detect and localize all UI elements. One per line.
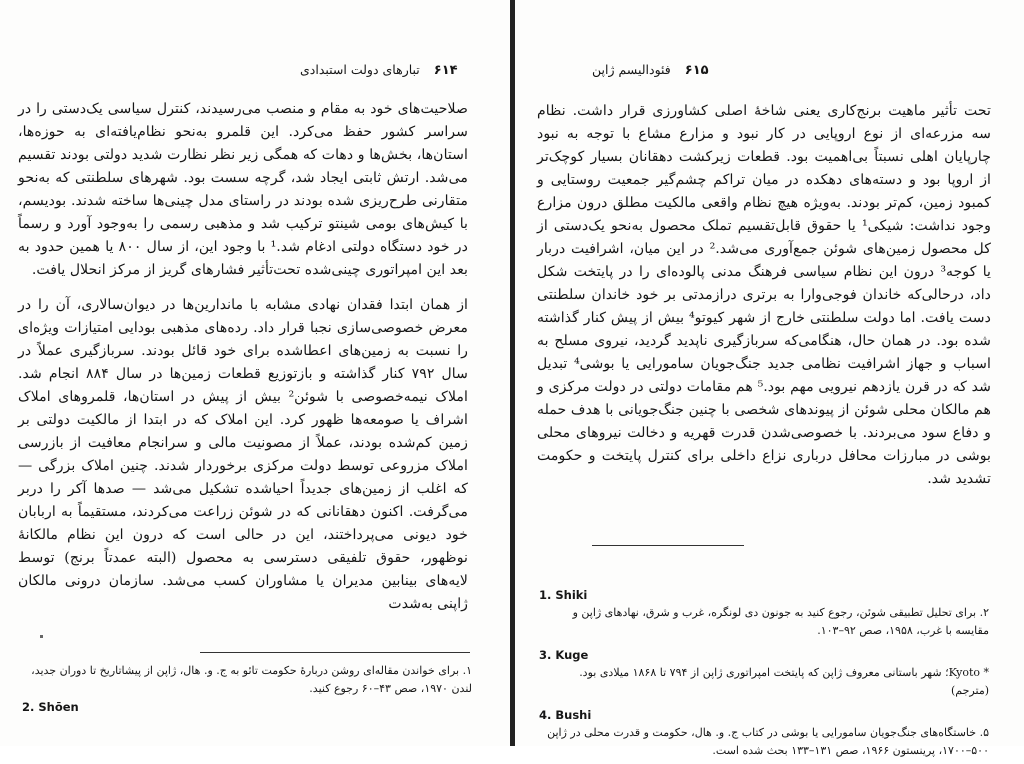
right-footnote-3: ۵. خاستگاه‌های جنگ‌جویان سامورایی یا بوشی در کتاب ج. و. هال، حکومت و قدرت محلی در ژاپن ۵۰۰–۱۷۰۰، پرینستون ۱۹۶۶، صص ۱۳۱–۱۳۳ بحث شده است. (547, 726, 989, 757)
right-paragraph: تحت تأثیر ماهیت برنج‌کاری یعنی شاخهٔ اصلی کشاورزی قرار داشت. نظام سه مزرعه‌ای از نوع اروپایی در کار نبود و مزارع مشاع با توجه به نبود چارپایان اهلی نسبتاً بی‌اهمیت بود. قطعات زیرکشت دهقانان بسیار کوچک‌تر از اروپا بود و دسته‌های دهکده در میان تراکم چشم‌گیر جمعیت روستایی و کمبود زمین، کم‌تر بودند. به‌ویژه هیچ نظام واقعی مالکیت مطلق درون مزارع وجود نداشت: شیکی¹ یا حقوق قابل‌تقسیم تملک محصول به‌نحو یک‌دستی از کل محصول زمین‌های شوئن جمع‌آوری می‌شد.² در این میان، اشرافیت دربار یا کوجه³ درون این نظام سیاسی فرهنگ مدنی پالوده‌ای را در پایتخت شکل داد، درحالی‌که خاندان فوجی‌وارا به برتری درازمدتی بر خود خاندان سلطنتی دست یافت. اما دولت سلطنتی خارج از شهر کیوتو⁴ بیش از پیش کنار گذاشته شده بود. در همان حال، هنگامی‌که سربازگیری ناپدید گردید، نیروی مسلح به اسباب و جهاز اشرافیت نظامی جدید جنگ‌جویان سامورایی یا بوشی⁴ تبدیل شد که در قرن یازدهم نیرویی مهم بود.⁵ هم مقامات دولتی در دولت مرکزی و هم مالکان محلی شوئن از پیوندهای شخصی با چنین جنگ‌جویانی با هدف حمله و دفاع سود می‌بردند. با خصوصی‌شدن قدرت قهریه و دخالت نیروهای محلی بوشی در مبارزات محافل درباری نزاع داخلی برای کنترل پایتخت و حکومت تشدید شد. (537, 103, 992, 487)
right-running-header (592, 62, 709, 82)
right-latin-note-1: 1. Shiki (539, 588, 588, 602)
right-body-text (537, 100, 991, 491)
margin-mark (40, 635, 43, 638)
left-page-number: ۶۱۴ (433, 63, 458, 78)
right-footnotes (539, 580, 989, 764)
right-header-title: فئودالیسم ژاپن (592, 62, 671, 77)
right-footnote-1: ۲. برای تحلیل تطبیقی شوئن، رجوع کنید به جونون دی لونگره، غرب و شرق، نهادهای ژاپن و مقایسه با غرب، ۱۹۵۸، صص ۹۲–۱۰۳. (572, 606, 989, 637)
right-footnote-block-2 (539, 646, 989, 700)
left-running-header (300, 62, 458, 82)
left-page (0, 0, 511, 746)
left-paragraph-1: صلاحیت‌های خود به مقام و منصب می‌رسیدند، کنترل سیاسی یک‌دستی را در سراسر کشور حفظ می‌کرد. این قلمرو به‌نحو نظام‌یافته‌ای به حوزه‌ها، استان‌ها، بخش‌ها و دهات که همگی زیر نظر نظارت شدید دولتی بودند تقسیم می‌شد. ارتش ثابتی ایجاد شد، گرچه سست بود. شهرهای سلطنتی که به‌نحو متقارنی طرح‌ریزی شده بودند در راستای مدل چینی‌ها ساخته شدند. بودیسم، با کیش‌های بومی شینتو ترکیب شد و مذهبی رسمی را به‌وجود آورد و رسماً در خود دستگاه دولتی ادغام شد.¹ با وجود این، از سال ۸۰۰ یا همین حدود به بعد این امپراتوری چینی‌شده تحت‌تأثیر فشارهای گریز از مرکز انحلال یافت. (18, 101, 468, 278)
left-body-text (18, 98, 468, 616)
left-footnote-rule (200, 652, 470, 653)
left-latin-note: 2. Shōen (22, 700, 79, 714)
left-footnotes (22, 662, 472, 698)
right-footnote-2: * Kyoto؛ شهر باستانی معروف ژاپن که پایتخت امپراتوری ژاپن از ۷۹۴ تا ۱۸۶۸ میلادی بود. (مترجم) (579, 666, 989, 697)
right-footnote-block-1 (539, 586, 989, 640)
right-footnote-rule (592, 545, 744, 546)
left-header-title: تبارهای دولت استبدادی (300, 62, 420, 77)
left-footnote-1: ۱. برای خواندن مقاله‌ای روشن دربارهٔ حکومت تائو به ج. و. هال، ژاپن از پیشاتاریخ تا دوران جدید، لندن ۱۹۷۰، صص ۴۳–۶۰ رجوع کنید. (31, 664, 472, 695)
left-paragraph-2: از همان ابتدا فقدان نهادی مشابه با ماندارین‌ها در دیوان‌سالاری، آن را در معرض خصوصی‌سازی نجبا قرار داد. رده‌های مذهبی بودایی امتیازات ویژه‌ای را نسبت به زمین‌های اعطاشده برای خود قائل بودند. سربازگیری عملاً در سال ۷۹۲ کنار گذاشته و بازتوزیع قطعات زمین‌ها در سال ۸۸۴ انجام شد. املاک نیمه‌خصوصی با شوئن² بیش از پیش در استان‌ها، قلمروهای املاک اشراف یا صومعه‌ها ظهور کرد. این املاک که در ابتدا از مالکیت دولتی بر زمین کم‌شده بودند، عملاً از مصونیت مالی و سرانجام معافیت از بازرسی املاک مزروعی توسط دولت مرکزی برخوردار شدند. چنین املاک بزرگی — که اغلب از زمین‌های جدیداً احیاشده تشکیل می‌شد — صدها آکر را دربر می‌گرفت. اکنون دهقانانی که در شوئن زراعت می‌کردند، مستقیماً به اربابان خود دیونی می‌پرداختند، این در حالی است که درون این نظام مالکانهٔ نوظهور، حقوق تلفیقی دسترسی به محصول (البته عمدتاً برنج) توسط لایه‌های بینابین مدیران یا مشاوران کسب می‌شد. سازمان درونی مالکان ژاپنی به‌شدت (18, 297, 469, 612)
right-footnote-block-3 (539, 706, 989, 760)
right-latin-note-3: 4. Bushi (539, 708, 592, 722)
right-latin-note-2: 3. Kuge (539, 648, 589, 662)
right-page-number: ۶۱۵ (684, 63, 709, 78)
right-page (515, 0, 1024, 757)
